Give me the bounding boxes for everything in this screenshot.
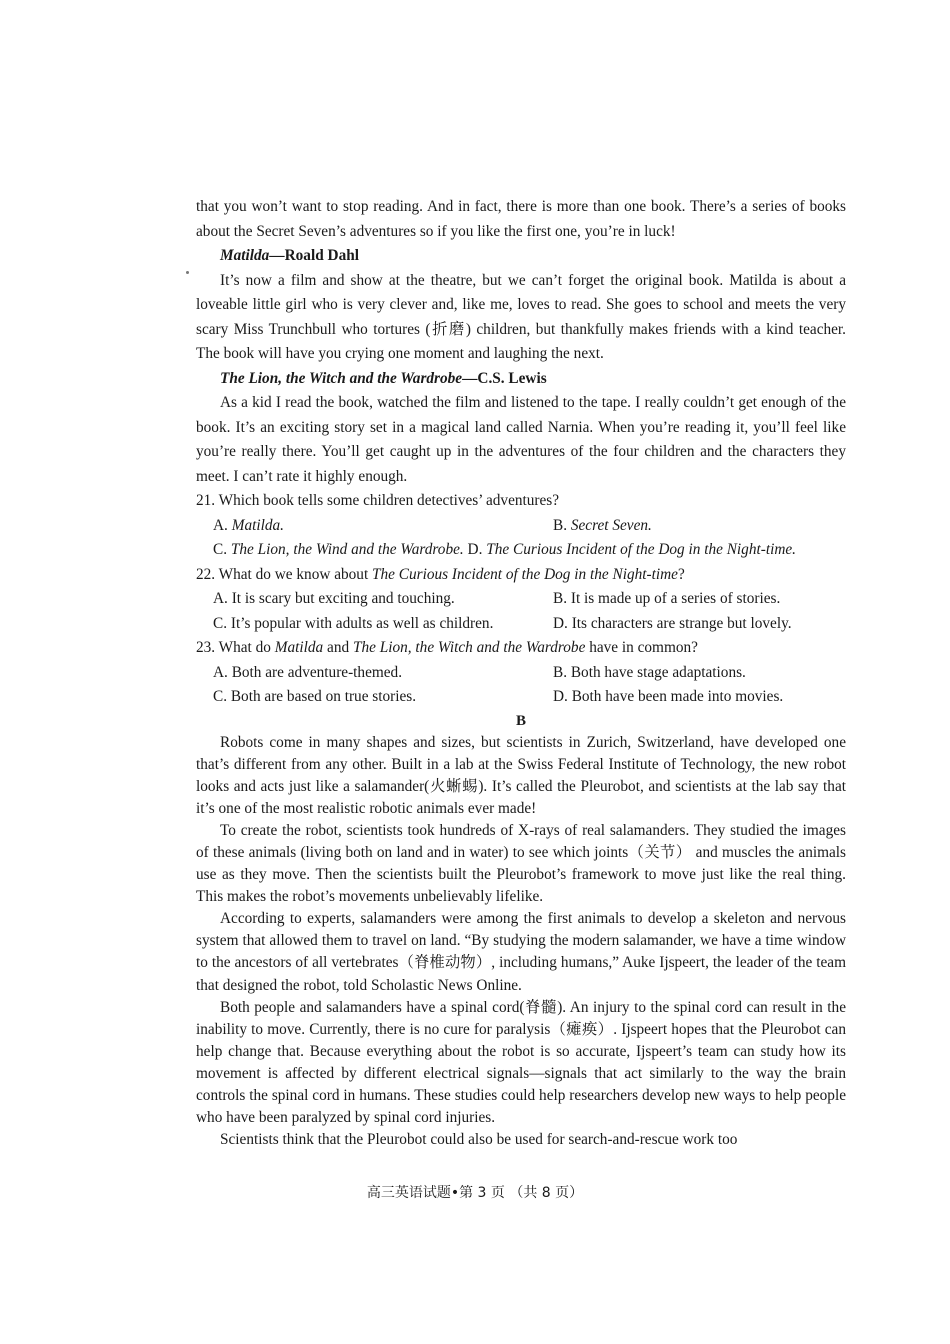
stem-text: 23. What do <box>196 639 275 656</box>
scan-mark <box>186 271 189 274</box>
q22-option-a[interactable]: A. It is scary but exciting and touching. <box>213 590 455 607</box>
option-text: Matilda. <box>231 516 284 534</box>
option-letter: B. <box>553 516 571 534</box>
option-text: Secret Seven. <box>570 516 652 534</box>
q22-option-d[interactable]: D. Its characters are strange but lovely. <box>553 614 792 632</box>
q23-options-row2 <box>196 685 846 710</box>
q23-options-row1 <box>196 661 846 686</box>
book-heading-matilda <box>196 244 846 269</box>
option-letter: A. <box>213 516 232 534</box>
section-b-paragraph-5: Scientists think that the Pleurobot could also be used for search-and-rescue work too <box>220 1131 738 1149</box>
book-author: —Roald Dahl <box>269 247 359 264</box>
stem-title: Matilda <box>274 639 324 656</box>
stem-title: The Curious Incident of the Dog in the Night-time <box>372 565 678 583</box>
book-title: Matilda <box>220 247 270 264</box>
q21-option-c[interactable] <box>213 541 464 558</box>
intro-paragraph: that you won’t want to stop reading. And in fact, there is more than one book. There’s a series of books about the Secret Seven’s adventures so if you like the first one, you’re in luck! <box>196 198 846 240</box>
book-heading-lion <box>196 367 846 392</box>
q22-option-c[interactable]: C. It’s popular with adults as well as children. <box>213 614 494 632</box>
book-author: —C.S. Lewis <box>462 369 547 387</box>
section-b-paragraph-2: To create the robot, scientists took hundreds of X-rays of real salamanders. They studied the images of these animals (living both on land and in water) to see which joints（关节） and muscles the animals use as they move. Then the scientists built the Pleurobot’s framework to move just like the real thing. This makes the robot’s movements unbelievably lifelike. <box>196 821 846 906</box>
section-b-paragraph-4: Both people and salamanders have a spinal cord(脊髓). An injury to the spinal cord can result in the inability to move. Currently, there is no cure for paralysis（瘫痪）. Ijspeert hopes that the Pleurobot can help change that. Because everything about the robot is so accurate, Ijspeert’s team can study how its movement is affected by different electrical signals—signals that act similarly to the way the brain controls the spinal cord in humans. These studies could help researchers develop new ways to help people who have been paralyzed by spinal cord injuries. <box>196 998 846 1127</box>
q23-option-a[interactable]: A. Both are adventure-themed. <box>213 663 403 681</box>
stem-title: The Lion, the Witch and the Wardrobe <box>352 639 586 656</box>
book-text-matilda: It’s now a film and show at the theatre, but we can’t forget the original book. Matilda is about a loveable little girl who is very clever and, like me, loves to read. She goes to school and meets the very scary Miss Trunchbull who tortures (折磨) children, but thankfully makes friends with a kind teacher. The book will have you crying one moment and laughing the next. <box>196 271 846 362</box>
q23-option-b[interactable]: B. Both have stage adaptations. <box>553 663 746 681</box>
q21-option-d[interactable] <box>468 541 796 558</box>
stem-text: and <box>323 639 353 656</box>
question-21: 21. Which book tells some children detectives’ adventures? <box>196 492 560 509</box>
stem-text: ? <box>677 565 685 583</box>
q22-option-b[interactable]: B. It is made up of a series of stories. <box>553 590 781 607</box>
option-text: The Curious Incident of the Dog in the Night-time. <box>486 541 796 558</box>
q21-option-a[interactable] <box>213 514 553 539</box>
page-content <box>196 195 846 1151</box>
q22-options-row2 <box>196 612 846 637</box>
book-title: The Lion, the Witch and the Wardrobe <box>220 369 463 387</box>
q21-option-b[interactable] <box>553 514 846 539</box>
book-text-lion: As a kid I read the book, watched the film and listened to the tape. I really couldn’t get enough of the book. It’s an exciting story set in a magical land called Narnia. When you’re reading it, you’ll feel like you’re really there. You’ll get caught up in the adventures of the four children and the characters they meet. I can’t rate it highly enough. <box>196 394 846 485</box>
option-letter: D. <box>467 541 487 558</box>
section-b-paragraph-1: Robots come in many shapes and sizes, but scientists in Zurich, Switzerland, have developed one that’s different from any other. Built in a lab at the Swiss Federal Institute of Technology, the new robot looks and acts just like a salamander(火蜥蜴). It’s called the Pleurobot, and scientists at the lab say that it’s one of the most realistic robotic animals ever made! <box>196 733 846 817</box>
page-footer: 高三英语试题•第 3 页 （共 8 页） <box>366 1185 584 1201</box>
section-b-paragraph-3: According to experts, salamanders were among the first animals to develop a skeleton and nervous system that allowed them to travel on land. “By studying the modern salamander, we have a time window to the ancestors of all vertebrates（脊椎动物）, including humans,” Auke Ijspeert, the leader of the team that designed the robot, told Scholastic News Online. <box>196 910 846 994</box>
stem-text: have in common? <box>585 639 698 656</box>
q23-option-c[interactable]: C. Both are based on true stories. <box>213 688 417 705</box>
section-b-label: B <box>515 712 526 729</box>
stem-text: 22. What do we know about <box>196 565 373 583</box>
q23-option-d[interactable]: D. Both have been made into movies. <box>553 688 784 705</box>
question-22 <box>196 563 846 588</box>
q21-options-row1 <box>196 514 846 539</box>
option-text: The Lion, the Wind and the Wardrobe. <box>230 541 464 558</box>
q22-options-row1 <box>196 587 846 612</box>
question-23 <box>196 636 846 661</box>
option-letter: C. <box>213 541 231 558</box>
q21-options-row2 <box>196 538 846 563</box>
